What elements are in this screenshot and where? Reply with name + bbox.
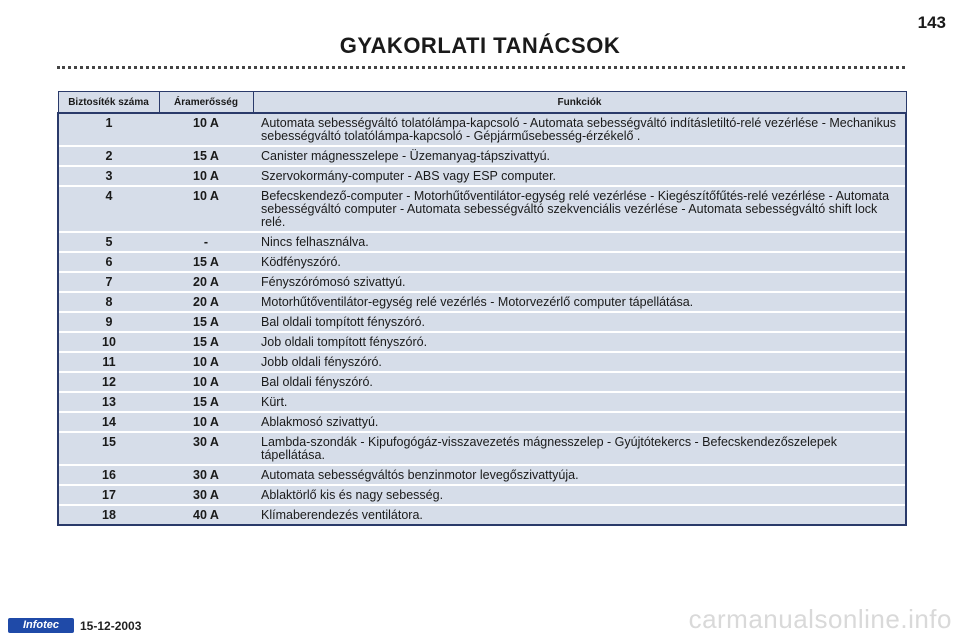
fuse-number-cell: 12 [58,372,159,392]
amperage-cell: 10 A [159,113,253,146]
function-cell: Befecskendező-computer - Motorhűtőventilátor-egység relé vezérlése - Kiegészítőfűtés-relé vezérlése - Automata sebességváltó computer - Automata sebességváltó szekvenciális vezérlése - Automata sebességváltó shift lock relé. [253,186,906,232]
table-row [58,292,906,312]
fuse-number-cell: 9 [58,312,159,332]
header-functions: Funkciók [253,92,906,114]
function-cell: Bal oldali tompított fényszóró. [253,312,906,332]
table-row [58,113,906,146]
table-row [58,332,906,352]
function-cell: Fényszórómosó szivattyú. [253,272,906,292]
fuse-number-cell: 2 [58,146,159,166]
function-cell: Motorhűtőventilátor-egység relé vezérlés - Motorvezérlő computer tápellátása. [253,292,906,312]
amperage-cell: 10 A [159,166,253,186]
amperage-cell: 30 A [159,485,253,505]
amperage-cell: 20 A [159,292,253,312]
table-row [58,146,906,166]
function-cell: Job oldali tompított fényszóró. [253,332,906,352]
function-cell: Ködfényszóró. [253,252,906,272]
function-cell: Jobb oldali fényszóró. [253,352,906,372]
fuse-number-cell: 4 [58,186,159,232]
function-cell: Kürt. [253,392,906,412]
function-cell: Automata sebességváltós benzinmotor levegőszivattyúja. [253,465,906,485]
table-row [58,186,906,232]
amperage-cell: 10 A [159,412,253,432]
table-row [58,166,906,186]
fuse-number-cell: 3 [58,166,159,186]
amperage-cell: 10 A [159,352,253,372]
fuse-number-cell: 1 [58,113,159,146]
amperage-cell: 15 A [159,252,253,272]
amperage-cell: 15 A [159,146,253,166]
fuse-number-cell: 8 [58,292,159,312]
title-divider [57,66,905,69]
fuse-number-cell: 5 [58,232,159,252]
table-row [58,232,906,252]
amperage-cell: 10 A [159,186,253,232]
fuse-number-cell: 17 [58,485,159,505]
table-row [58,485,906,505]
amperage-cell: - [159,232,253,252]
table-row [58,392,906,412]
fuse-number-cell: 10 [58,332,159,352]
watermark: carmanualsonline.info [688,604,952,634]
table-row [58,465,906,485]
function-cell: Ablaktörlő kis és nagy sebesség. [253,485,906,505]
fuse-number-cell: 7 [58,272,159,292]
table-row [58,372,906,392]
function-cell: Nincs felhasználva. [253,232,906,252]
page-number: 143 [917,13,946,32]
amperage-cell: 20 A [159,272,253,292]
amperage-cell: 30 A [159,432,253,465]
table-row [58,505,906,525]
table-header-row [58,92,906,114]
table-row [58,432,906,465]
amperage-cell: 15 A [159,392,253,412]
function-cell: Automata sebességváltó tolatólámpa-kapcsoló - Automata sebességváltó indításletiltó-relé vezérlése - Mechanikus sebességváltó tolatólámpa-kapcsoló - Gépjárműsebesség-érzékelő . [253,113,906,146]
table-row [58,252,906,272]
amperage-cell: 30 A [159,465,253,485]
function-cell: Ablakmosó szivattyú. [253,412,906,432]
amperage-cell: 10 A [159,372,253,392]
fuse-number-cell: 15 [58,432,159,465]
amperage-cell: 40 A [159,505,253,525]
function-cell: Klímaberendezés ventilátora. [253,505,906,525]
table-row [58,352,906,372]
fuse-table [57,91,907,526]
fuse-number-cell: 13 [58,392,159,412]
amperage-cell: 15 A [159,332,253,352]
fuse-number-cell: 11 [58,352,159,372]
header-amperage: Áramerősség [159,92,253,114]
table-row [58,412,906,432]
fuse-number-cell: 6 [58,252,159,272]
fuse-number-cell: 18 [58,505,159,525]
function-cell: Bal oldali fényszóró. [253,372,906,392]
amperage-cell: 15 A [159,312,253,332]
function-cell: Lambda-szondák - Kipufogógáz-visszavezetés mágnesszelep - Gyújtótekercs - Befecskendezőszelepek tápellátása. [253,432,906,465]
fuse-number-cell: 16 [58,465,159,485]
function-cell: Canister mágnesszelepe - Üzemanyag-tápszivattyú. [253,146,906,166]
function-cell: Szervokormány-computer - ABS vagy ESP computer. [253,166,906,186]
table-row [58,312,906,332]
fuse-rows [58,113,906,525]
table-row [58,272,906,292]
footer-date: 15-12-2003 [80,619,142,633]
fuse-number-cell: 14 [58,412,159,432]
infotec-logo: Infotec [8,618,74,633]
header-fuse-number: Biztosíték száma [58,92,159,114]
page-title: GYAKORLATI TANÁCSOK [339,33,621,58]
